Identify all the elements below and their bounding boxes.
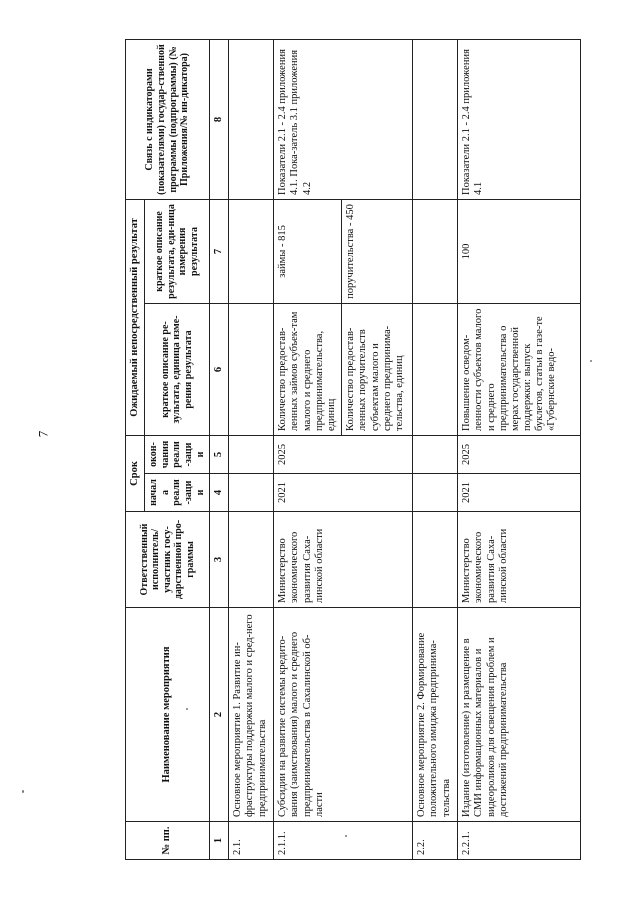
col-number: 4	[210, 474, 229, 512]
scan-speck	[590, 360, 592, 362]
row-num: 2.1.	[229, 822, 274, 860]
rotated-table-wrapper	[125, 40, 595, 860]
row-result-value: поручительства - 450	[342, 199, 413, 303]
row-num: 2.1.1.	[274, 822, 413, 860]
row-end: 2025	[458, 435, 581, 473]
row-result: Количество предостав-ленных займов субъек-там малого и среднего предпринимательства, единиц	[274, 303, 342, 435]
row-num: 2.2.	[413, 822, 458, 860]
header-responsible: Ответственный исполнитель/ участник госу-дарственной про-граммы	[126, 512, 210, 608]
table-row	[229, 39, 274, 859]
row-result: Количество предостав-ленных поручительств субъектам малого и среднего предпринима-тельства, единиц	[342, 303, 413, 435]
scan-speck	[22, 790, 24, 793]
row-responsible: Министерство экономического развития Саха-линской области	[274, 512, 413, 608]
row-result-value: 100	[458, 199, 581, 303]
header-result-desc: краткое описание ре-зультата, единица изме-рения результата	[145, 303, 210, 435]
header-term-start: начала реали-зации	[145, 474, 210, 512]
column-number-row	[210, 39, 229, 859]
row-name: Основное мероприятие 2. Формирование положительного имиджа предпринима-тельства	[413, 608, 458, 822]
col-number: 1	[210, 822, 229, 860]
col-number: 5	[210, 435, 229, 473]
header-term: Срок	[126, 435, 145, 511]
row-link: Показатели 2.1 - 2.4 приложения 4.1	[458, 39, 581, 199]
measures-table	[125, 39, 581, 860]
row-result: Повышение осведом-ленности субъектов малого и среднего предпринимательства о мерах государственной поддержки: выпуск буклетов, статьи в газе-те «Губернские ведо-	[458, 303, 581, 435]
row-responsible: Министерство экономического развития Саха-линской области	[458, 512, 581, 608]
scan-speck	[345, 835, 347, 837]
table-row	[458, 39, 581, 859]
header-result: Ожидаемый непосредственный результат	[126, 199, 145, 435]
col-number: 8	[210, 39, 229, 199]
header-row-1	[126, 39, 145, 859]
col-number: 7	[210, 199, 229, 303]
header-name: Наименование мероприятия	[126, 608, 210, 822]
header-result-brief: краткое описание результата, еди-ница измерения результата	[145, 199, 210, 303]
col-number: 6	[210, 303, 229, 435]
header-link: Связь с индикаторами (показателями) государ-ственной программы (подпрограммы) (№ Приложения/№ ин-дикатора)	[126, 39, 210, 199]
header-num: № пп.	[126, 822, 210, 860]
page-number: 7	[35, 430, 51, 438]
row-link: Показатели 2.1 - 2.4 приложения 4.1. Пока-затель 3.1 приложения 4.2	[274, 39, 413, 199]
col-number: 2	[210, 608, 229, 822]
table-row	[413, 39, 458, 859]
row-name: Основное мероприятие 1. Развитие ин-фраструктуры поддержки малого и сред-него предпринимательства	[229, 608, 274, 822]
header-term-end: окон-чания реали-зации	[145, 435, 210, 473]
row-name: Субсидии на развитие системы кредито-вания (заимствования) малого и среднего предпринимательства в Сахалинской об-ласти	[274, 608, 413, 822]
row-name: Издание (изготовление) и размещение в СМИ информационных материалов и видеороликов для освещения проблем и достижений предпринимательства	[458, 608, 581, 822]
row-start: 2021	[458, 474, 581, 512]
row-start: 2021	[274, 474, 413, 512]
row-num: 2.2.1.	[458, 822, 581, 860]
col-number: 3	[210, 512, 229, 608]
row-result-value: займы - 815	[274, 199, 342, 303]
row-end: 2025	[274, 435, 413, 473]
scan-speck	[186, 708, 188, 710]
table-row	[274, 39, 342, 859]
